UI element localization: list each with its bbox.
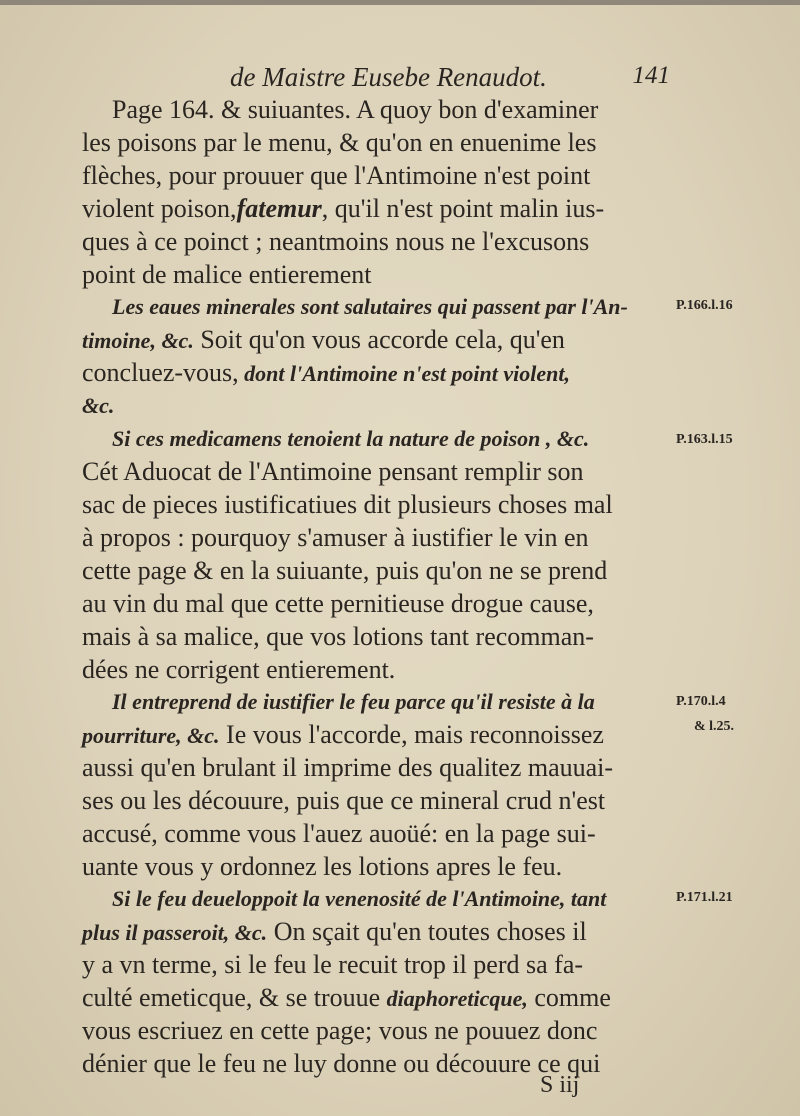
text-span: Ie vous l'accorde, mais reconnoissez	[219, 720, 604, 749]
text-line: Page 164. & suiuantes. A quoy bon d'examiner	[112, 95, 599, 124]
text-line: dées ne corrigent entierement.	[82, 655, 396, 684]
text-line: mais à sa malice, que vos lotions tant recomman-	[82, 622, 594, 651]
text-line	[82, 357, 672, 389]
text-span: concluez-vous,	[82, 358, 239, 387]
text-line	[82, 982, 672, 1014]
margin-note: P.166.l.16	[676, 298, 733, 313]
italic-span: dont l'Antimoine n'est point violent,	[238, 361, 570, 386]
text-line: dénier que le feu ne luy donne ou découure ce qui	[82, 1049, 601, 1078]
text-line	[82, 193, 672, 225]
page-top-edge	[0, 0, 800, 5]
italic-span: timoine, &c.	[82, 328, 194, 353]
text-line: uante vous y ordonnez les lotions apres le feu.	[82, 852, 563, 881]
text-line: ses ou les découure, puis que ce mineral crud n'est	[82, 786, 606, 815]
margin-note: & l.25.	[694, 719, 735, 734]
text-line: les poisons par le menu, & qu'on en enuenime les	[82, 128, 597, 157]
text-line: cette page & en la suiuante, puis qu'on ne se prend	[82, 556, 608, 585]
margin-note: P.171.l.21	[676, 890, 733, 905]
page-header	[230, 62, 670, 94]
text-span: Soit qu'on vous accorde cela, qu'en	[193, 325, 565, 354]
quoted-line: Les eaues minerales sont salutaires qui passent par l'An-	[112, 294, 628, 319]
text-line: sac de pieces iustificatiues dit plusieurs choses mal	[82, 490, 613, 519]
text-span: On sçait qu'en toutes choses il	[267, 917, 587, 946]
text-line: flèches, pour prouuer que l'Antimoine n'est point	[82, 161, 591, 190]
quoted-line: &c.	[82, 393, 115, 418]
text-line: point de malice entierement	[82, 260, 372, 289]
text-span: culté emeticque, & se trouue	[82, 983, 387, 1012]
signature-mark: S iij	[540, 1072, 580, 1098]
margin-note: P.163.l.15	[676, 432, 733, 447]
text-span: violent poison,	[82, 194, 237, 223]
text-line: vous escriuez en cette page; vous ne pouuez donc	[82, 1016, 598, 1045]
text-line: y a vn terme, si le feu le recuit trop il perd sa fa-	[82, 950, 584, 979]
text-line: Cét Aduocat de l'Antimoine pensant remplir son	[82, 457, 584, 486]
quoted-line: Si ces medicamens tenoient la nature de poison , &c.	[112, 426, 590, 451]
text-line: aussi qu'en brulant il imprime des qualitez mauuai-	[82, 753, 614, 782]
text-line: accusé, comme vous l'auez auoüé: en la page sui-	[82, 819, 596, 848]
text-line: ques à ce poinct ; neantmoins nous ne l'excusons	[82, 227, 590, 256]
text-line	[82, 324, 672, 356]
italic-span: diaphoreticque,	[386, 986, 528, 1011]
italic-span: plus il passeroit, &c.	[82, 920, 268, 945]
text-span: , qu'il n'est point malin ius-	[321, 194, 605, 223]
italic-span: pourriture, &c.	[82, 723, 220, 748]
text-line	[82, 916, 672, 948]
italic-span: fatemur	[236, 194, 322, 223]
quoted-line: Il entreprend de iustifier le feu parce qu'il resiste à la	[112, 689, 595, 714]
quoted-line: Si le feu deueloppoit la venenosité de l'Antimoine, tant	[112, 886, 607, 911]
text-line: à propos : pourquoy s'amuser à iustifier le vin en	[82, 523, 589, 552]
margin-note: P.170.l.4	[676, 694, 726, 709]
text-line	[82, 719, 672, 751]
text-line: au vin du mal que cette pernitieuse drogue cause,	[82, 589, 594, 618]
page-number: 141	[632, 62, 670, 89]
running-title: de Maistre Eusebe Renaudot.	[230, 62, 547, 92]
text-span: comme	[527, 983, 611, 1012]
